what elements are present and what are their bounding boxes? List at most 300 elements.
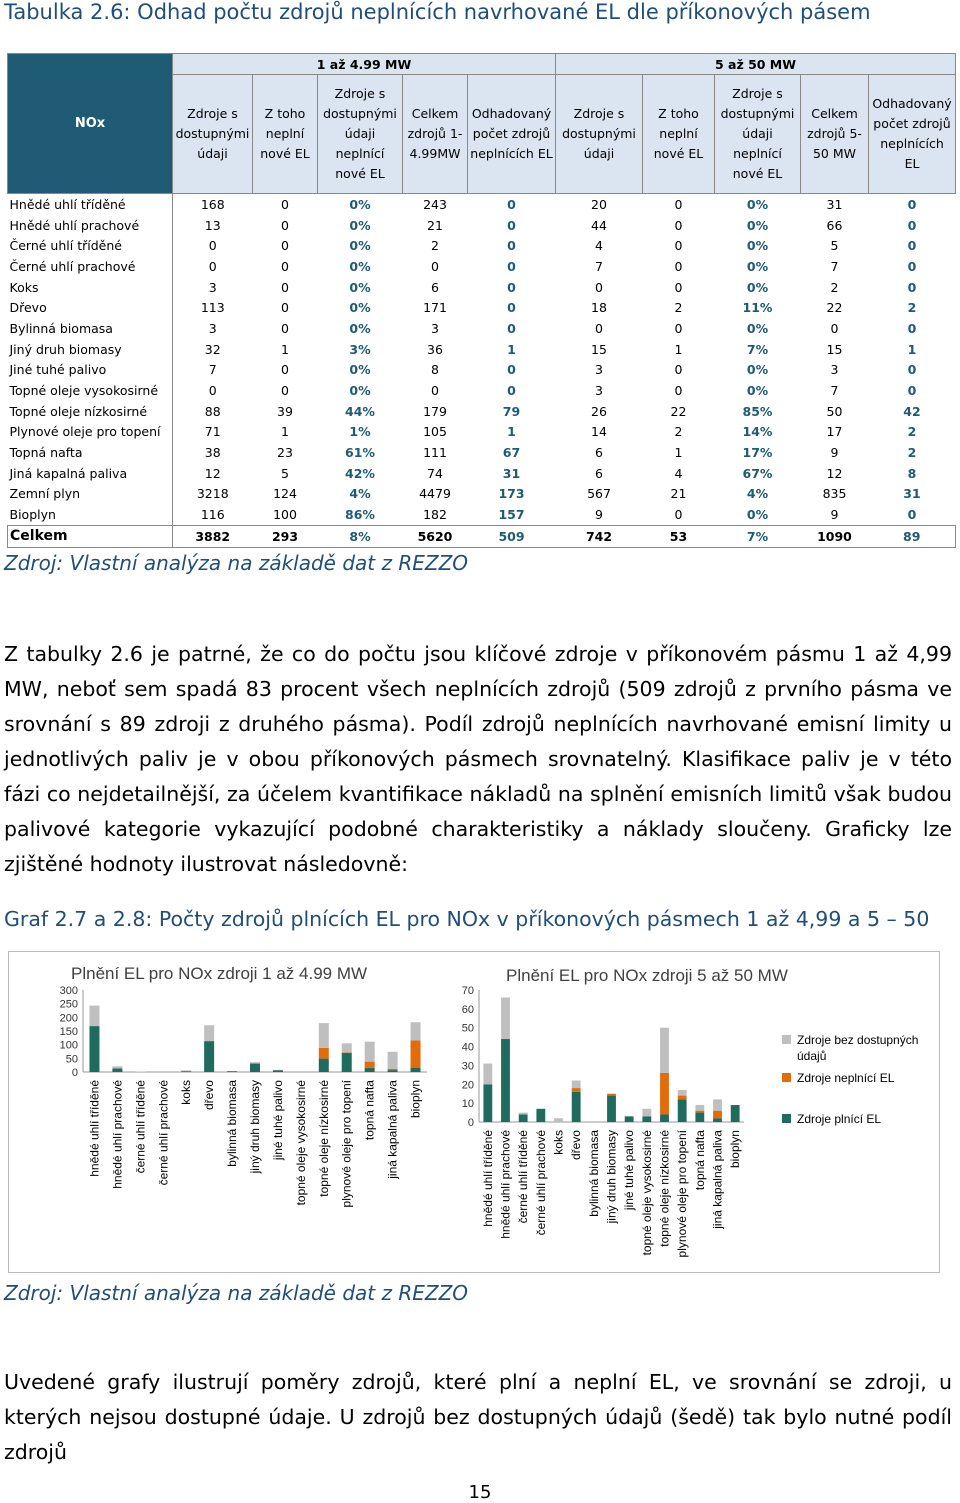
x-tick-label: topné oleje nízkosirné bbox=[657, 1130, 672, 1247]
row-label: Jiný druh biomasy bbox=[9, 341, 122, 357]
table-cell: 3 bbox=[595, 362, 603, 378]
table-cell: 38 bbox=[173, 442, 253, 463]
row-label: Jiné tuhé palivo bbox=[9, 362, 107, 378]
table-cell: 0 bbox=[507, 238, 516, 254]
table-cell: 1% bbox=[349, 424, 371, 440]
bar-segment bbox=[250, 1062, 260, 1063]
table-cell: 1 bbox=[281, 341, 289, 357]
bar-segment bbox=[365, 1068, 375, 1072]
row-label: Topné oleje vysokosirné bbox=[9, 383, 159, 399]
table-cell: 116 bbox=[173, 504, 253, 525]
table-cell: 1 bbox=[281, 424, 289, 440]
table-cell: 0 bbox=[507, 279, 516, 295]
y-tick-label: 10 bbox=[461, 1098, 474, 1111]
y-tick-label: 300 bbox=[59, 985, 78, 997]
table-cell: 9 bbox=[830, 507, 839, 523]
bar-segment bbox=[227, 1071, 237, 1072]
table-cell: 7 bbox=[173, 360, 253, 381]
table-cell: 2 bbox=[674, 424, 683, 440]
table-cell: 0 bbox=[507, 196, 516, 212]
table-cell: 53 bbox=[643, 526, 715, 548]
table-cell: 22 bbox=[826, 300, 843, 316]
bar-segment bbox=[660, 1028, 669, 1073]
column-header: Celkem zdrojů 1-4.99MW bbox=[403, 75, 468, 194]
bar-segment bbox=[411, 1022, 421, 1040]
bar-segment bbox=[135, 1071, 145, 1072]
x-tick-label: bioplyn bbox=[408, 1080, 423, 1119]
row-label: Celkem bbox=[8, 526, 173, 548]
table-cell: 0 bbox=[674, 258, 683, 274]
x-tick-label: koks bbox=[179, 1080, 194, 1105]
table-row bbox=[8, 194, 956, 215]
table-cell: 0 bbox=[907, 383, 917, 399]
table-cell: 89 bbox=[869, 526, 956, 548]
table-cell: 0% bbox=[746, 238, 769, 254]
bar-segment bbox=[678, 1099, 687, 1122]
table-cell: 171 bbox=[423, 300, 447, 316]
table-cell: 567 bbox=[587, 486, 611, 502]
table-cell: 4% bbox=[746, 486, 769, 502]
table-cell: 15 bbox=[826, 341, 843, 357]
table-cell: 31 bbox=[502, 465, 521, 481]
x-tick-label: dřevo bbox=[569, 1130, 584, 1161]
bar-segment bbox=[365, 1042, 375, 1062]
table-cell: 0% bbox=[349, 383, 371, 399]
table-cell: 0% bbox=[746, 383, 769, 399]
table-cell: 67 bbox=[502, 445, 521, 461]
row-label: Černé uhlí prachové bbox=[9, 258, 136, 274]
table-cell: 0 bbox=[507, 217, 516, 233]
y-tick-label: 30 bbox=[461, 1060, 474, 1073]
row-label: Hnědé uhlí prachové bbox=[9, 217, 140, 233]
table-row bbox=[8, 401, 956, 422]
bar-segment bbox=[342, 1053, 352, 1054]
table-cell: 74 bbox=[427, 465, 443, 481]
column-header: Odhadovaný počet zdrojů neplnících EL bbox=[468, 75, 556, 194]
bar-segment bbox=[112, 1068, 122, 1072]
table-cell: 0 bbox=[431, 258, 439, 274]
bar-segment bbox=[625, 1116, 634, 1122]
bar-segment bbox=[342, 1053, 352, 1072]
x-tick-label: černé uhlí tříděné bbox=[516, 1130, 531, 1224]
table-cell: 0 bbox=[281, 300, 289, 316]
table-cell: 0% bbox=[746, 507, 769, 523]
table-cell: 509 bbox=[468, 526, 556, 548]
table-cell: 1090 bbox=[801, 526, 869, 548]
table-cell: 111 bbox=[423, 445, 447, 461]
table-cell: 1 bbox=[674, 341, 683, 357]
table-cell: 8 bbox=[907, 465, 917, 481]
table-row bbox=[8, 297, 956, 318]
column-header: Celkem zdrojů 5-50 MW bbox=[801, 75, 869, 194]
table-cell: 4 bbox=[595, 238, 603, 254]
table-cell: 61% bbox=[345, 445, 375, 461]
table-cell: 1 bbox=[907, 341, 917, 357]
table-cell: 0 bbox=[281, 320, 289, 336]
x-tick-label: jiný druh biomasy bbox=[248, 1080, 262, 1174]
table-cell: 0 bbox=[674, 320, 683, 336]
bar-segment bbox=[713, 1099, 722, 1110]
row-label: Koks bbox=[9, 279, 39, 295]
table-row bbox=[8, 484, 956, 505]
table-cell: 1 bbox=[674, 445, 683, 461]
y-tick-label: 0 bbox=[71, 1067, 78, 1079]
y-tick-label: 40 bbox=[461, 1041, 474, 1054]
table-cell: 12 bbox=[826, 465, 843, 481]
table-cell: 0% bbox=[746, 258, 769, 274]
table-cell: 0 bbox=[431, 383, 439, 399]
table-total-row bbox=[8, 526, 956, 548]
x-tick-label: jiné tuhé palivo bbox=[270, 1080, 285, 1161]
table-cell: 0 bbox=[281, 383, 289, 399]
table-cell: 9 bbox=[595, 507, 603, 523]
table-row bbox=[8, 277, 956, 298]
table-row bbox=[8, 360, 956, 381]
table-cell: 0 bbox=[507, 383, 516, 399]
bar-segment bbox=[365, 1062, 375, 1068]
y-tick-label: 70 bbox=[461, 985, 474, 997]
table-cell: 0 bbox=[907, 507, 917, 523]
table-cell: 11% bbox=[742, 300, 773, 316]
table-cell: 0% bbox=[349, 279, 371, 295]
table-cell: 0% bbox=[349, 362, 371, 378]
table-cell: 0 bbox=[674, 279, 683, 295]
table-row bbox=[8, 235, 956, 256]
table-cell: 32 bbox=[173, 339, 253, 360]
bar-segment bbox=[572, 1088, 581, 1092]
table-cell: 4479 bbox=[419, 486, 451, 502]
group-header-2: 5 až 50 MW bbox=[556, 54, 956, 75]
bar-segment bbox=[607, 1094, 616, 1096]
x-tick-label: černé uhlí tříděné bbox=[133, 1080, 148, 1174]
table-cell: 5 bbox=[830, 238, 839, 254]
table-row bbox=[8, 318, 956, 339]
bar-segment bbox=[273, 1070, 283, 1071]
x-tick-label: jiné tuhé palivo bbox=[622, 1130, 637, 1211]
bar-segment bbox=[204, 1025, 214, 1041]
table-cell: 2 bbox=[830, 279, 839, 295]
table-cell: 0 bbox=[674, 217, 683, 233]
bar-segment bbox=[642, 1116, 651, 1122]
table-cell: 4 bbox=[674, 465, 683, 481]
bar-segment bbox=[519, 1113, 528, 1115]
bar-segment bbox=[519, 1114, 528, 1122]
x-tick-label: plynové oleje pro topení bbox=[675, 1130, 690, 1258]
bar-segment bbox=[713, 1111, 722, 1119]
table-cell: 0% bbox=[349, 217, 371, 233]
paragraph-2: Uvedené grafy ilustrují poměry zdrojů, které plní a neplní EL, ve srovnání se zdroji, u kterých nejsou dostupné údaje. U zdrojů bez dostupných údajů (šedě) tak bylo nutné podíl zdrojů bbox=[4, 1370, 952, 1464]
table-cell: 26 bbox=[591, 403, 607, 419]
y-tick-label: 50 bbox=[461, 1022, 474, 1035]
table-cell: 0 bbox=[595, 279, 603, 295]
table-cell: 3% bbox=[349, 341, 371, 357]
table-cell: 2 bbox=[907, 424, 917, 440]
table-cell: 7 bbox=[830, 258, 839, 274]
table-caption: Tabulka 2.6: Odhad počtu zdrojů neplnících navrhované EL dle příkonových pásem bbox=[4, 0, 871, 24]
table-cell: 44% bbox=[345, 403, 375, 419]
table-cell: 3 bbox=[173, 318, 253, 339]
legend-swatch bbox=[782, 1114, 791, 1123]
row-label: Plynové oleje pro topení bbox=[9, 424, 161, 440]
legend-label: údajů bbox=[797, 1049, 827, 1063]
x-tick-label: černé uhlí prachové bbox=[156, 1080, 171, 1186]
x-tick-label: topné oleje vysokosirné bbox=[293, 1080, 308, 1206]
table-cell: 0 bbox=[507, 258, 516, 274]
legend-label: Zdroje bez dostupných bbox=[797, 1033, 919, 1047]
table-cell: 88 bbox=[173, 401, 253, 422]
table-row bbox=[8, 422, 956, 443]
bar-segment bbox=[388, 1052, 398, 1069]
table-cell: 0% bbox=[349, 196, 371, 212]
table-cell: 6 bbox=[595, 445, 603, 461]
bar-segment bbox=[695, 1105, 704, 1111]
table-cell: 71 bbox=[173, 422, 253, 443]
table-cell: 20 bbox=[591, 196, 607, 212]
table-cell: 0% bbox=[746, 362, 769, 378]
table-cell: 79 bbox=[502, 403, 521, 419]
table-cell: 0 bbox=[281, 238, 289, 254]
table-cell: 21 bbox=[670, 486, 687, 502]
table-cell: 0 bbox=[830, 320, 839, 336]
table-cell: 42 bbox=[903, 403, 921, 419]
table-cell: 3 bbox=[431, 320, 439, 336]
table-cell: 105 bbox=[423, 424, 447, 440]
legend-label: Zdroje neplnící EL bbox=[797, 1071, 895, 1085]
bar-segment bbox=[713, 1118, 722, 1122]
row-label: Jiná kapalná paliva bbox=[9, 465, 128, 481]
bar-segment bbox=[536, 1109, 545, 1122]
chart-title: Plnění EL pro NOx zdroji 1 až 4.99 MW bbox=[71, 964, 368, 983]
bar-segment bbox=[731, 1105, 740, 1122]
table-cell: 243 bbox=[423, 196, 447, 212]
x-tick-label: jiný druh biomasy bbox=[604, 1130, 619, 1224]
bar-segment bbox=[181, 1070, 191, 1071]
table-cell: 3882 bbox=[173, 526, 253, 548]
table-cell: 3 bbox=[830, 362, 839, 378]
table-cell: 0 bbox=[173, 380, 253, 401]
bar-segment bbox=[660, 1114, 669, 1122]
bar-segment bbox=[388, 1069, 398, 1070]
x-tick-label: dřevo bbox=[202, 1080, 217, 1111]
bar-segment bbox=[204, 1041, 214, 1072]
column-header: Z toho neplní nové EL bbox=[643, 75, 715, 194]
bar-segment bbox=[388, 1070, 398, 1072]
bar-segment bbox=[554, 1118, 563, 1122]
legend-swatch bbox=[782, 1035, 791, 1044]
column-header: Odhadovaný počet zdrojů neplnících EL bbox=[869, 75, 956, 194]
table-cell: 0 bbox=[674, 238, 683, 254]
table-cell: 2 bbox=[907, 300, 917, 316]
table-cell: 2 bbox=[431, 238, 439, 254]
table-cell: 1 bbox=[507, 341, 516, 357]
bar-segment bbox=[273, 1070, 283, 1072]
chart-title: Plnění EL pro NOx zdroji 5 až 50 MW bbox=[506, 966, 788, 985]
x-tick-label: bioplyn bbox=[728, 1130, 743, 1169]
table-cell: 293 bbox=[253, 526, 318, 548]
table-cell: 0 bbox=[281, 258, 289, 274]
row-label: Topné oleje nízkosirné bbox=[9, 403, 148, 419]
table-cell: 5 bbox=[281, 465, 289, 481]
column-header: Zdroje s dostupnými údaji bbox=[173, 75, 253, 194]
x-tick-label: hnědé uhlí tříděné bbox=[480, 1130, 495, 1227]
table-row bbox=[8, 463, 956, 484]
table-cell: 3 bbox=[173, 277, 253, 298]
table-cell: 0 bbox=[907, 258, 917, 274]
table-cell: 3218 bbox=[173, 484, 253, 505]
bar-segment bbox=[112, 1066, 122, 1068]
table-cell: 22 bbox=[670, 403, 687, 419]
table-cell: 0% bbox=[349, 300, 371, 316]
table-cell: 0 bbox=[907, 362, 917, 378]
table-cell: 0 bbox=[281, 279, 289, 295]
y-tick-label: 60 bbox=[461, 1003, 474, 1016]
table-cell: 0 bbox=[674, 383, 683, 399]
table-cell: 6 bbox=[595, 465, 603, 481]
table-cell: 0% bbox=[349, 238, 371, 254]
table-cell: 7 bbox=[830, 383, 839, 399]
x-tick-label: černé uhlí prachové bbox=[533, 1130, 548, 1236]
table-body bbox=[8, 194, 956, 548]
table-cell: 31 bbox=[826, 196, 843, 212]
table-cell: 86% bbox=[345, 507, 375, 523]
bar-segment bbox=[319, 1023, 329, 1048]
table-cell: 742 bbox=[556, 526, 643, 548]
x-tick-label: jiná kapalná paliva bbox=[710, 1130, 725, 1229]
table-cell: 124 bbox=[273, 486, 297, 502]
table-cell: 50 bbox=[826, 403, 843, 419]
table-cell: 2 bbox=[674, 300, 683, 316]
charts-panel bbox=[8, 951, 940, 1273]
x-tick-label: jiná kapalná paliva bbox=[385, 1080, 400, 1179]
bar-segment bbox=[89, 1026, 99, 1072]
row-label: Topná nafta bbox=[9, 445, 83, 461]
source-note-1: Zdroj: Vlastní analýza na základě dat z REZZO bbox=[4, 551, 469, 575]
bar-segment bbox=[695, 1111, 704, 1113]
bar-segment bbox=[483, 1084, 492, 1122]
table-cell: 36 bbox=[427, 341, 443, 357]
table-cell: 0 bbox=[507, 320, 516, 336]
y-tick-label: 250 bbox=[59, 998, 78, 1011]
table-row bbox=[8, 504, 956, 525]
x-tick-label: topné oleje vysokosirné bbox=[639, 1130, 654, 1256]
x-tick-label: koks bbox=[551, 1130, 566, 1155]
legend-label: Zdroje plnící EL bbox=[797, 1112, 882, 1126]
group-header-1: 1 až 4.99 MW bbox=[173, 54, 556, 75]
table-row bbox=[8, 380, 956, 401]
table-cell: 0 bbox=[907, 279, 917, 295]
table-cell: 23 bbox=[277, 445, 293, 461]
bar-segment bbox=[181, 1071, 191, 1072]
bar-segment bbox=[319, 1048, 329, 1059]
bar-segment bbox=[572, 1081, 581, 1089]
y-tick-label: 20 bbox=[461, 1079, 474, 1092]
table-cell: 0 bbox=[281, 196, 289, 212]
bar-segment bbox=[572, 1092, 581, 1122]
table-cell: 6 bbox=[431, 279, 439, 295]
y-tick-label: 150 bbox=[59, 1026, 78, 1038]
bar-segment bbox=[411, 1068, 421, 1072]
graph-caption: Graf 2.7 a 2.8: Počty zdrojů plnících EL pro NOx v příkonových pásmech 1 až 4,99 a 5 – 50 bbox=[4, 907, 930, 931]
table-cell: 42% bbox=[345, 465, 375, 481]
table-row bbox=[8, 215, 956, 236]
nox-table bbox=[7, 53, 956, 548]
table-cell: 0 bbox=[507, 362, 516, 378]
table-cell: 7% bbox=[746, 341, 769, 357]
table-cell: 168 bbox=[173, 194, 253, 215]
table-cell: 21 bbox=[427, 217, 443, 233]
table-cell: 0 bbox=[281, 217, 289, 233]
row-label: Dřevo bbox=[9, 300, 47, 316]
table-cell: 100 bbox=[273, 507, 297, 523]
table-cell: 17 bbox=[826, 424, 843, 440]
x-tick-label: bylinná biomasa bbox=[225, 1080, 240, 1167]
table-cell: 12 bbox=[173, 463, 253, 484]
table-cell: 0 bbox=[595, 320, 603, 336]
x-tick-label: hnědé uhlí prachové bbox=[110, 1080, 125, 1189]
bar-segment bbox=[250, 1063, 260, 1064]
table-cell: 31 bbox=[903, 486, 921, 502]
table-cell: 0 bbox=[674, 362, 683, 378]
column-header: Zdroje s dostupnými údaji neplnící nové EL bbox=[715, 75, 801, 194]
table-cell: 17% bbox=[742, 445, 773, 461]
table-cell: 0 bbox=[907, 238, 917, 254]
table-cell: 39 bbox=[277, 403, 293, 419]
table-cell: 0 bbox=[507, 300, 516, 316]
column-header: Zdroje s dostupnými údaji neplnící nové EL bbox=[318, 75, 403, 194]
column-header: Zdroje s dostupnými údaji bbox=[556, 75, 643, 194]
table-cell: 157 bbox=[498, 507, 525, 523]
row-label: Bylinná biomasa bbox=[9, 320, 113, 336]
table-cell: 2 bbox=[907, 445, 917, 461]
bar-segment bbox=[250, 1064, 260, 1072]
table-row bbox=[8, 256, 956, 277]
bar-segment bbox=[678, 1090, 687, 1096]
table-cell: 4% bbox=[349, 486, 371, 502]
x-tick-label: hnědé uhlí prachové bbox=[498, 1130, 513, 1239]
table-cell: 9 bbox=[830, 445, 839, 461]
table-cell: 85% bbox=[742, 403, 773, 419]
y-tick-label: 50 bbox=[65, 1053, 78, 1066]
table-cell: 8% bbox=[318, 526, 403, 548]
table-cell: 173 bbox=[498, 486, 525, 502]
bar-segment bbox=[660, 1073, 669, 1114]
table-row bbox=[8, 442, 956, 463]
table-cell: 13 bbox=[173, 215, 253, 236]
row-label: Hnědé uhlí tříděné bbox=[9, 196, 126, 212]
source-note-2: Zdroj: Vlastní analýza na základě dat z REZZO bbox=[4, 1281, 469, 1305]
table-cell: 18 bbox=[591, 300, 607, 316]
page-number: 15 bbox=[468, 1482, 492, 1503]
table-cell: 0 bbox=[907, 320, 917, 336]
y-tick-label: 0 bbox=[467, 1117, 474, 1129]
x-tick-label: topná nafta bbox=[692, 1130, 707, 1191]
y-tick-label: 200 bbox=[59, 1012, 78, 1025]
table-cell: 0% bbox=[746, 279, 769, 295]
paragraph-1: Z tabulky 2.6 je patrné, že co do počtu jsou klíčové zdroje v příkonovém pásmu 1 až 4,99 MW, neboť sem spadá 83 procent všech neplnících zdrojů (509 zdrojů z prvního pásma ve srovnání s 89 zdroji z druhého pásma). Podíl zdrojů neplnících navrhované emisní limity u jednotlivých paliv je v obou příkonových pásmech srovnatelný. Klasifikace paliv je v této fázi co nejdetailnější, za účelem kvantifikace nákladů na splnění emisních limitů však budou palivové kategorie vykazující podobné charakteristiky a náklady sloučeny. Graficky lze zjištěné hodnoty ilustrovat následovně: bbox=[4, 642, 952, 876]
row-label: Černé uhlí tříděné bbox=[9, 238, 122, 254]
table-cell: 66 bbox=[826, 217, 843, 233]
charts-svg bbox=[9, 952, 939, 1272]
table-cell: 44 bbox=[591, 217, 607, 233]
table-cell: 7% bbox=[715, 526, 801, 548]
table-cell: 7 bbox=[595, 258, 603, 274]
bar-segment bbox=[501, 1039, 510, 1122]
table-cell: 0 bbox=[674, 507, 683, 523]
legend-swatch bbox=[782, 1073, 791, 1082]
table-cell: 0 bbox=[674, 196, 683, 212]
table-cell: 0% bbox=[349, 320, 371, 336]
table-cell: 67% bbox=[742, 465, 773, 481]
